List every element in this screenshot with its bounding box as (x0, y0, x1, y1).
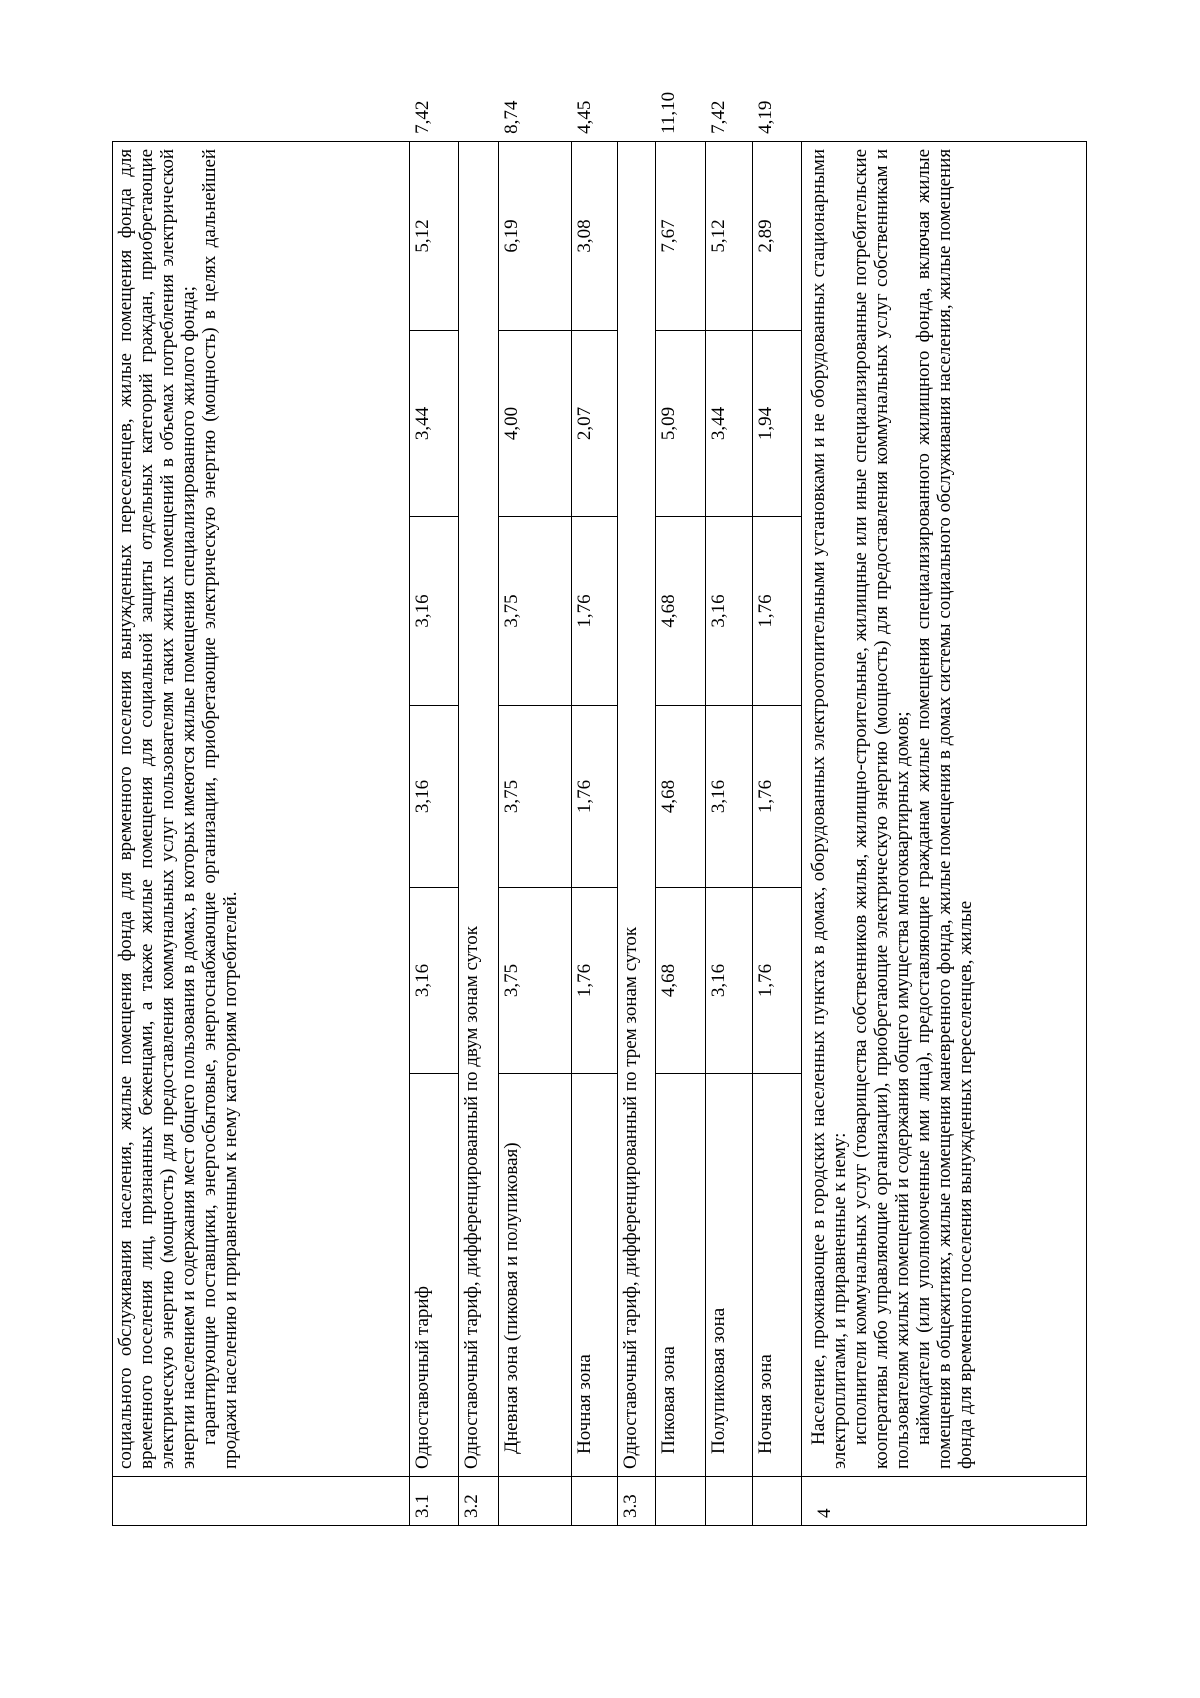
table-row: Ночная зона 1,76 1,76 1,76 1,94 2,89 4,19 (753, 141, 802, 1525)
row-number (706, 1477, 753, 1526)
tariff-value: 1,76 (753, 706, 802, 888)
row-label: Пиковая зона (656, 1074, 706, 1477)
tariff-value: 5,09 (656, 331, 706, 517)
row-label: Ночная зона (753, 1074, 802, 1477)
tariff-value: 2,89 (753, 141, 802, 330)
tariff-value: 5,12 (706, 141, 753, 330)
table-row: Пиковая зона 4,68 4,68 4,68 5,09 7,67 11,10 (656, 141, 706, 1525)
table-row (459, 141, 499, 1525)
tariff-value: 1,76 (753, 517, 802, 706)
tariff-value: 1,94 (753, 331, 802, 517)
section-4-paragraph: наймодатели (или уполномоченные ими лица), предоставляющие гражданам жилые помещения специализированного жилищного фонда, включая жилые помещения в общежитиях, жилые помещения маневренного фонда, жилые помещения в домах системы социального обслуживания населения, жилые помещения фонда для временного поселения вынужденных переселенцев, жилые (913, 148, 976, 1469)
row-label: Дневная зона (пиковая и полупиковая) (499, 1074, 572, 1477)
table-row (618, 141, 656, 1525)
tariff-value: 7,67 (656, 141, 706, 330)
tariff-value: 4,68 (656, 706, 706, 888)
row-number (572, 1477, 618, 1526)
section-4-row (802, 141, 1087, 1525)
tariff-value: 3,16 (706, 888, 753, 1074)
row-number (753, 1477, 802, 1526)
tariff-value: 3,44 (410, 331, 459, 517)
row-label: Одноставочный тариф (410, 1074, 459, 1477)
tariff-value: 3,16 (706, 706, 753, 888)
intro-paragraph: социального обслуживания населения, жилые помещения фонда для временного поселения вынужденных переселенцев, жилые помещения фонда для временного поселения лиц, признанных беженцами, а также жилые помещения для социальной защиты отдельных категорий граждан, приобретающие электрическую энергию (мощность) для предоставления коммунальных услуг пользователям таких жилых помещений в объемах потребления электрической энергии населением и содержания мест общего пользования в домах, в которых имеются жилые помещения специализированного жилого фонда; (115, 148, 199, 1469)
tariff-value: 4,00 (499, 331, 572, 517)
tariff-value: 4,68 (656, 517, 706, 706)
table-row: Ночная зона 1,76 1,76 1,76 2,07 3,08 4,45 (572, 141, 618, 1525)
tariff-value: 3,16 (410, 706, 459, 888)
tariff-value: 5,12 (410, 141, 459, 330)
tariff-value: 3,75 (499, 517, 572, 706)
intro-text-cell (113, 141, 410, 1476)
tariff-value: 1,76 (753, 888, 802, 1074)
tariff-value: 3,75 (499, 888, 572, 1074)
tariff-value: 2,07 (572, 331, 618, 517)
intro-paragraph: гарантирующие поставщики, энергосбытовые, энергоснабжающие организации, приобретающие электрическую энергию (мощность) в целях дальнейшей продажи населению и приравненным к нему категориям потребителей. (199, 148, 241, 1469)
tariff-table (112, 91, 1087, 1526)
tariff-value: 3,75 (499, 706, 572, 888)
tariff-value: 1,76 (572, 888, 618, 1074)
tariff-value: 3,08 (572, 141, 618, 330)
tariff-value: 3,44 (706, 331, 753, 517)
row-label: Полупиковая зона (706, 1074, 753, 1477)
tariff-value: 3,16 (410, 517, 459, 706)
row-number: 3.1 (410, 1477, 459, 1526)
tariff-value: 3,16 (706, 517, 753, 706)
row-number: 3.3 (618, 1477, 656, 1526)
table-row: Полупиковая зона 3,16 3,16 3,16 3,44 5,12 7,42 (706, 141, 753, 1525)
intro-row (113, 141, 410, 1525)
tariff-value: 3,16 (410, 888, 459, 1074)
row-label: Ночная зона (572, 1074, 618, 1477)
section-4-paragraph: Население, проживающее в городских населенных пунктах в домах, оборудованных электроотопительными установками и не оборудованных стационарными электроплитами, и приравненные к нему: (808, 148, 850, 1469)
table-row: 3.1 Одноставочный тариф 3,16 3,16 3,16 3,44 5,12 7,42 (410, 141, 459, 1525)
tariff-value: 4,68 (656, 888, 706, 1074)
tariff-value: 1,76 (572, 517, 618, 706)
intro-num-cell (113, 1477, 410, 1526)
section-4-text-cell (802, 141, 1087, 1476)
row-header: Одноставочный тариф, дифференцированный по двум зонам суток (459, 141, 499, 1476)
row-number (656, 1477, 706, 1526)
row-number (499, 1477, 572, 1526)
row-number: 3.2 (459, 1477, 499, 1526)
tariff-value: 6,19 (499, 141, 572, 330)
row-header: Одноставочный тариф, дифференцированный по трем зонам суток (618, 141, 656, 1476)
tariff-value: 1,76 (572, 706, 618, 888)
table-row: Дневная зона (пиковая и полупиковая) 3,75 3,75 3,75 4,00 6,19 8,74 (499, 141, 572, 1525)
section-4-paragraph: исполнители коммунальных услуг (товарищества собственников жилья, жилищно-строительные, жилищные или иные специализированные потребительские кооперативы либо управляющие организации), приобретающие электрическую энергию (мощность) для предоставления коммунальных услуг собственникам и пользователям жилых помещений и содержания общего имущества многоквартирных домов; (850, 148, 913, 1469)
row-number: 4 (802, 1477, 1087, 1526)
